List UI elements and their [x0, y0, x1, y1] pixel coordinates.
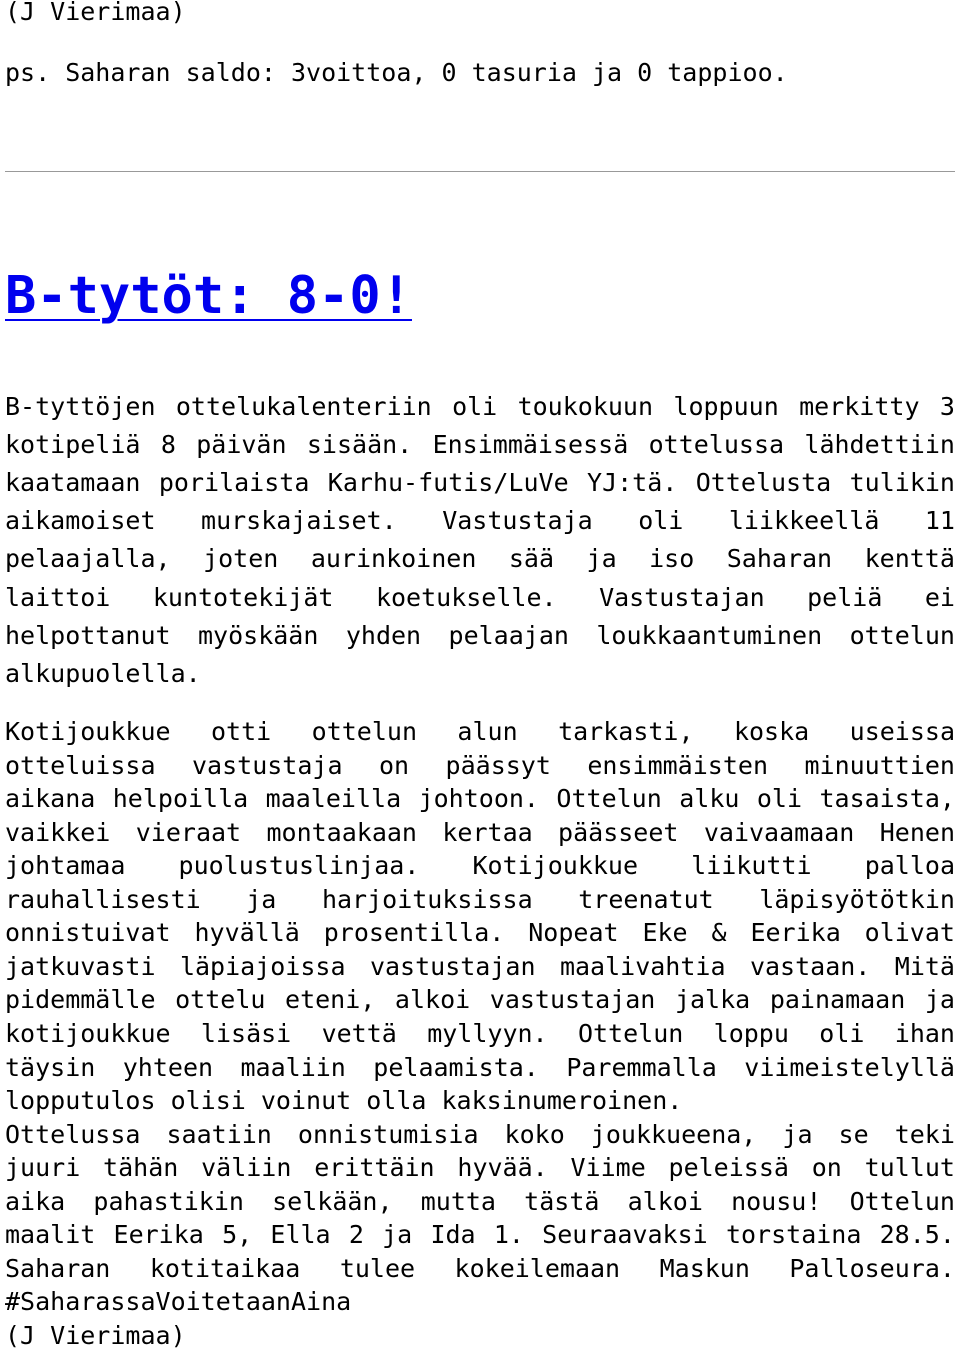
- word: treenatut: [578, 884, 714, 914]
- word: päässeet: [558, 817, 679, 847]
- word: selkään,: [272, 1186, 393, 1216]
- word: kokeilemaan: [454, 1253, 621, 1283]
- word: helpoilla: [112, 784, 249, 814]
- separator: [5, 171, 955, 172]
- text-line: [5, 429, 955, 461]
- text-line: [5, 1219, 955, 1251]
- word: palloa: [864, 851, 955, 881]
- word: kertaa: [442, 817, 533, 847]
- word: peleissä: [668, 1153, 789, 1183]
- word: maalit: [5, 1220, 96, 1250]
- word: Ella: [270, 1220, 331, 1250]
- word: Karhu-futis/LuVe: [327, 468, 569, 498]
- word: Saharan: [5, 1253, 111, 1283]
- word: YJ:tä.: [587, 468, 678, 498]
- word: ottelun: [311, 717, 417, 746]
- word: montaakaan: [266, 817, 417, 847]
- word: Saharan: [726, 544, 833, 574]
- word: pidemmälle: [5, 985, 156, 1015]
- word: tullut: [864, 1153, 955, 1183]
- word: Vastustajan: [599, 582, 765, 612]
- word: peliä: [807, 582, 883, 612]
- word: läpisyötötkin: [759, 884, 955, 914]
- word: on: [811, 1153, 842, 1183]
- text-line: [5, 951, 955, 983]
- word: tästä: [524, 1186, 600, 1216]
- word: ihan: [894, 1018, 955, 1048]
- word: nousu!: [731, 1186, 822, 1216]
- word: alku: [679, 784, 740, 814]
- word: ja: [924, 985, 955, 1015]
- word: helpottanut: [5, 620, 171, 650]
- word: väliin: [201, 1153, 292, 1183]
- word: tähän: [103, 1153, 179, 1183]
- word: ottelukalenteriin: [175, 392, 432, 421]
- word: ottelussa: [648, 430, 785, 460]
- word: on: [378, 750, 410, 780]
- word: päivän: [196, 430, 287, 460]
- text-line: [5, 1152, 955, 1184]
- text-line: lopputulos olisi voinut olla kaksinumeroinen.: [5, 1086, 683, 1116]
- text-line: [5, 884, 955, 916]
- word: ottelu: [175, 985, 266, 1015]
- word: alun: [457, 717, 518, 746]
- text-line: [5, 1253, 955, 1285]
- word: painamaan: [769, 985, 906, 1015]
- word: puolustuslinjaa.: [178, 851, 420, 881]
- text-line: [5, 543, 955, 575]
- word: koetukselle.: [375, 582, 557, 612]
- word: oli: [638, 506, 684, 536]
- text-line: [5, 505, 955, 537]
- word: Kotijoukkue: [472, 851, 639, 881]
- word: merkitty: [799, 392, 920, 421]
- text-line: [5, 582, 955, 614]
- word: koko: [504, 1119, 565, 1149]
- word: murskajaiset.: [201, 506, 397, 536]
- word: 11: [924, 506, 955, 536]
- word: porilaista: [158, 468, 310, 498]
- word: eteni,: [285, 985, 376, 1015]
- word: pelaajalla,: [5, 544, 171, 574]
- word: onnistumisia: [297, 1119, 479, 1149]
- word: Ottelun: [556, 784, 662, 814]
- word: aika: [5, 1186, 66, 1216]
- word: Palloseura.: [789, 1253, 955, 1283]
- word: lisäsi: [200, 1018, 292, 1048]
- text-line: [5, 1119, 955, 1151]
- word: 8: [160, 430, 176, 460]
- word: iso: [649, 544, 695, 574]
- word: juuri: [5, 1153, 81, 1183]
- word: olivat: [864, 918, 955, 948]
- word: liikkeellä: [728, 506, 880, 536]
- text-line: [5, 1186, 955, 1218]
- word: hyvällä: [194, 918, 300, 948]
- word: aikana: [5, 784, 96, 814]
- word: tulikin: [849, 468, 955, 498]
- word: viimeistelyllä: [744, 1052, 955, 1082]
- word: Henen: [879, 817, 955, 847]
- word: otteluissa: [5, 750, 156, 780]
- top-signature: (J Vierimaa): [5, 0, 186, 26]
- text-line: [5, 783, 955, 815]
- text-line: [5, 750, 955, 782]
- word: oli: [756, 784, 803, 814]
- word: oli: [819, 1018, 865, 1048]
- text-line: [5, 850, 955, 882]
- word: Ottelussa: [5, 1119, 141, 1149]
- word: B-tyttöjen: [5, 392, 156, 421]
- word: se: [838, 1119, 869, 1149]
- word: Ottelusta: [695, 468, 832, 498]
- word: vettä: [321, 1018, 397, 1048]
- word: ottelun: [849, 620, 955, 650]
- text-line: [5, 467, 955, 499]
- text-line: [5, 1018, 955, 1050]
- word: yhden: [345, 620, 422, 650]
- word: ja: [782, 1119, 813, 1149]
- word: tarkasti,: [558, 717, 694, 746]
- ps-line: ps. Saharan saldo: 3voittoa, 0 tasuria ja 0 tappioo.: [5, 58, 788, 87]
- word: tulee: [339, 1253, 416, 1283]
- word: minuuttien: [804, 750, 955, 780]
- word: prosentilla.: [323, 918, 505, 948]
- word: ja: [586, 544, 617, 574]
- word: joukkueena,: [590, 1119, 757, 1149]
- word: vastaan.: [749, 951, 871, 981]
- word: otti: [211, 717, 272, 746]
- word: 5,: [222, 1220, 253, 1250]
- word: Ottelun: [577, 1018, 684, 1048]
- word: alkoi: [627, 1186, 703, 1216]
- word: maaleilla: [265, 784, 402, 814]
- word: tasaista,: [819, 784, 955, 814]
- word: Eerika: [750, 918, 841, 948]
- text-line: [5, 984, 955, 1016]
- word: johtoon.: [418, 784, 539, 814]
- word: jalka: [674, 985, 751, 1015]
- word: Eerika: [113, 1220, 204, 1250]
- word: loppuun: [673, 392, 779, 421]
- text-line: [5, 1052, 955, 1084]
- word: lähdettiin: [804, 430, 955, 460]
- word: vieraat: [135, 817, 242, 847]
- word: joten: [203, 544, 279, 574]
- word: pelaajan: [448, 620, 569, 650]
- word: kotijoukkue: [5, 1018, 171, 1048]
- word: &: [711, 918, 727, 948]
- word: aikamoiset: [5, 506, 156, 536]
- word: vaivaamaan: [703, 817, 855, 847]
- word: sisään.: [306, 430, 413, 460]
- word: Nopeat: [528, 918, 619, 948]
- word: toukokuun: [517, 392, 654, 421]
- word: koska: [733, 717, 810, 746]
- word: Ottelun: [849, 1186, 955, 1216]
- word: Vastustaja: [442, 506, 593, 536]
- word: rauhallisesti: [5, 884, 201, 914]
- word: ja: [246, 884, 277, 914]
- word: yhteen: [122, 1052, 214, 1082]
- text-line: [5, 620, 955, 652]
- word: jatkuvasti: [5, 951, 156, 981]
- word: vastustajan: [369, 951, 536, 981]
- text-line: [5, 716, 955, 748]
- word: kotitaikaa: [149, 1253, 301, 1283]
- text-line: alkupuolella.: [5, 658, 201, 688]
- word: 2: [348, 1220, 364, 1250]
- word: teki: [894, 1119, 955, 1149]
- word: Eke: [642, 918, 688, 948]
- word: Ensimmäisessä: [432, 430, 629, 460]
- word: pahastikin: [93, 1186, 244, 1216]
- word: alkoi: [394, 985, 471, 1015]
- text-line: (J Vierimaa): [5, 1320, 186, 1350]
- text-line: [5, 917, 955, 949]
- article-title-link[interactable]: B-tytöt: 8-0!: [5, 266, 412, 326]
- word: kuntotekijät: [152, 582, 334, 612]
- word: Viime: [570, 1153, 646, 1183]
- word: vastustaja: [191, 750, 343, 780]
- word: maalivahtia: [559, 951, 726, 981]
- word: päässyt: [445, 750, 551, 780]
- word: loppu: [713, 1018, 789, 1048]
- word: kotipeliä: [5, 430, 141, 460]
- word: maaliin: [240, 1052, 346, 1082]
- word: aurinkoinen: [310, 544, 477, 574]
- word: vaikkei: [5, 817, 111, 847]
- word: onnistuivat: [5, 918, 171, 948]
- word: johtamaa: [5, 851, 126, 881]
- word: hyvää.: [457, 1153, 548, 1183]
- word: mutta: [420, 1186, 496, 1216]
- word: Paremmalla: [566, 1052, 717, 1082]
- word: Seuraavaksi: [542, 1220, 708, 1250]
- word: liikutti: [691, 851, 812, 881]
- word: 3: [939, 392, 955, 421]
- word: laittoi: [5, 582, 111, 612]
- word: 1.: [493, 1220, 524, 1250]
- word: Mitä: [894, 951, 955, 981]
- word: ja: [382, 1220, 413, 1250]
- word: saatiin: [166, 1119, 272, 1149]
- word: täysin: [5, 1052, 96, 1082]
- word: oli: [452, 392, 498, 421]
- word: ensimmäisten: [587, 750, 768, 780]
- text-line: #SaharassaVoitetaanAina: [5, 1287, 352, 1317]
- word: läpiajoissa: [179, 951, 346, 981]
- word: kenttä: [864, 544, 955, 574]
- word: 28.5.: [879, 1220, 955, 1250]
- word: vastustajan: [489, 985, 656, 1015]
- word: ei: [924, 582, 955, 612]
- word: Ida: [430, 1220, 476, 1250]
- word: loukkaantuminen: [596, 620, 823, 650]
- text-line: [5, 391, 955, 423]
- word: torstaina: [725, 1220, 862, 1250]
- word: Maskun: [659, 1253, 750, 1283]
- word: kaatamaan: [5, 468, 141, 498]
- word: myöskään: [198, 620, 319, 650]
- word: useissa: [849, 717, 955, 746]
- word: Kotijoukkue: [5, 717, 171, 746]
- word: sää: [508, 544, 555, 574]
- word: pelaamista.: [373, 1052, 539, 1082]
- word: myllyyn.: [427, 1018, 548, 1048]
- text-line: [5, 817, 955, 849]
- word: harjoituksissa: [321, 884, 533, 914]
- word: erittäin: [314, 1153, 435, 1183]
